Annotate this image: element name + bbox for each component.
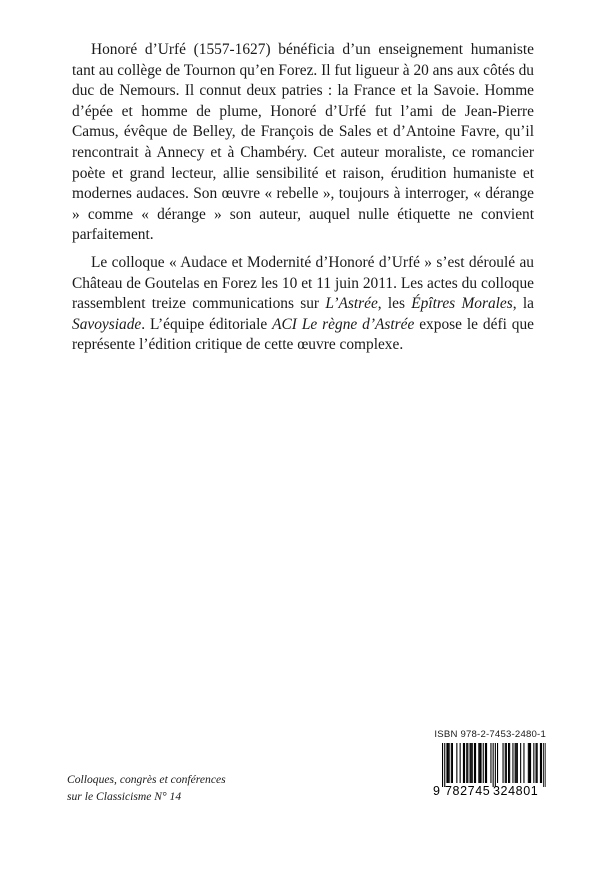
barcode-bar — [503, 743, 504, 783]
barcode-bar — [471, 743, 472, 783]
barcode-bar — [529, 743, 530, 783]
paragraph-colloquium — [72, 253, 534, 356]
barcode-bar — [472, 743, 473, 783]
barcode-bar — [463, 743, 464, 783]
barcode-bar — [479, 743, 480, 783]
barcode-bar — [456, 743, 457, 783]
barcode-bar — [486, 743, 487, 783]
text-run: . L’équipe éditoriale — [141, 315, 273, 333]
barcode-bar — [541, 743, 542, 783]
barcode-bar — [540, 743, 541, 783]
paragraph-author-bio — [72, 40, 534, 246]
italic-title: Savoysiade — [72, 315, 142, 333]
barcode-icon — [432, 743, 546, 797]
back-cover-text — [72, 40, 534, 363]
barcode-bar — [449, 743, 450, 783]
barcode-bar — [515, 743, 516, 783]
barcode-bar — [497, 743, 498, 783]
barcode-bar — [483, 743, 484, 783]
barcode-bar — [505, 743, 506, 783]
isbn-barcode — [432, 729, 546, 797]
barcode-bar — [452, 743, 453, 783]
barcode-bar — [533, 743, 534, 783]
barcode-bar — [543, 743, 544, 787]
barcode-bar — [470, 743, 471, 783]
isbn-label: ISBN 978-2-7453-2480-1 — [434, 729, 546, 740]
barcode-bar — [485, 743, 486, 783]
series-line-2: sur le Classicisme N° 14 — [67, 790, 182, 803]
text-run: expose le défi que représente l’édition critique de cette œuvre complexe. — [72, 315, 534, 354]
barcode-bar — [446, 743, 447, 783]
barcode-bar — [444, 743, 445, 787]
barcode-bar — [493, 743, 494, 787]
barcode-bar — [475, 743, 476, 783]
text-run: , la — [512, 295, 534, 313]
barcode-bar — [460, 743, 461, 783]
barcode-bar — [536, 743, 537, 783]
barcode-bar — [474, 743, 475, 783]
barcode-bar — [451, 743, 452, 783]
barcode-bar — [442, 743, 443, 787]
barcode-bar — [516, 743, 517, 783]
barcode-bar — [490, 743, 491, 783]
barcode-bar — [466, 743, 467, 783]
barcode-left-digits: 782745 — [445, 784, 491, 797]
text-run: , les — [377, 295, 412, 313]
barcode-bar — [478, 743, 479, 783]
barcode-first-digit: 9 — [433, 784, 441, 797]
barcode-bar — [545, 743, 546, 787]
barcode-bar — [528, 743, 529, 783]
barcode-bar — [506, 743, 507, 783]
barcode-bar — [520, 743, 521, 783]
barcode-bar — [509, 743, 510, 783]
barcode-bar — [517, 743, 518, 783]
series-title — [67, 771, 226, 805]
barcode-bar — [448, 743, 449, 783]
barcode-bar — [530, 743, 531, 783]
barcode-bar — [495, 743, 496, 787]
barcode-bar — [467, 743, 468, 783]
barcode-bar — [508, 743, 509, 783]
italic-title: Épîtres Morales — [411, 295, 513, 313]
text-run: Honoré d’Urfé (1557-1627) bénéficia d’un enseignement humaniste tant au collège de Tournon qu’en Forez. Il fut ligueur à 20 ans aux côtés du duc de Nemours. Il connut deux patries : la France et la Savoie. Homme d’épée et homme de plume, Honoré d’Urfé fut l’ami de Jean-Pierre Camus, évêque de Belley, de François de Sales et d’Antoine Favre, qu’il rencontrait à Annecy et à Chambéry. Cet auteur moraliste, ce romancier poète et grand lecteur, allie sensibilité et raison, érudition humaniste et modernes audaces. Son œuvre « rebelle », toujours à interroger, « dérange » comme « dérange » son auteur, auquel nulle étiquette ne convient parfaitement. — [72, 41, 534, 244]
italic-title: ACI Le règne d’Astrée — [272, 315, 415, 333]
barcode-bar — [512, 743, 513, 783]
series-line-1: Colloques, congrès et conférences — [67, 773, 226, 786]
barcode-bar — [537, 743, 538, 783]
italic-title: L’Astrée — [325, 295, 378, 313]
barcode-bar — [523, 743, 524, 783]
barcode-bar — [481, 743, 482, 783]
barcode-bar — [464, 743, 465, 783]
barcode-right-digits: 324801 — [493, 784, 539, 797]
text-run: Le colloque « Audace et Modernité d’Honoré d’Urfé » s’est déroulé au Château de Goutelas en Forez les 10 et 11 juin 2011. Les actes du colloque rassemblent treize communications sur — [72, 253, 534, 313]
